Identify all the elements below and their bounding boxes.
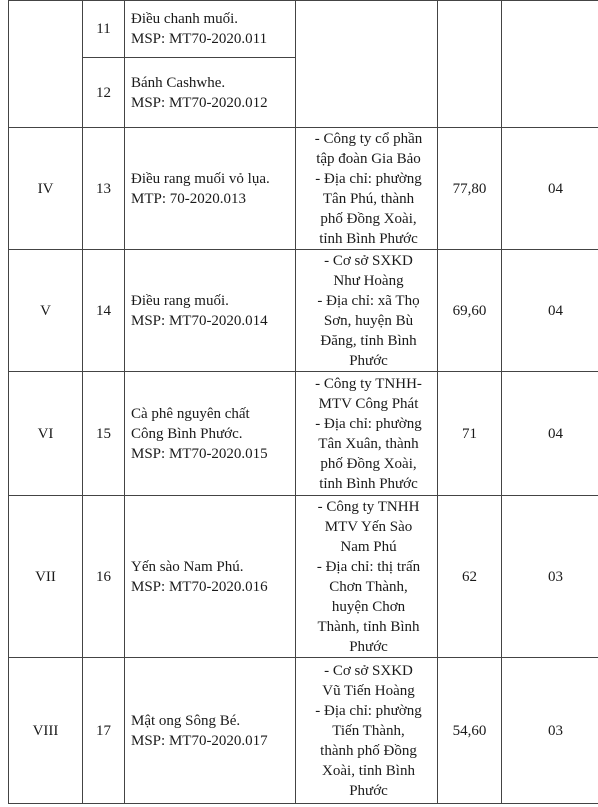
stt-cell: 17 [83,658,125,804]
company-cell [296,1,438,128]
star-cell: 04 [502,128,598,250]
score-cell: 77,80 [438,128,502,250]
score-cell: 71 [438,372,502,496]
product-name-cell: Bánh Cashwhe. MSP: MT70-2020.012 [125,58,296,128]
stt-cell: 12 [83,58,125,128]
stt-cell: 15 [83,372,125,496]
table-row [9,658,598,804]
group-cell: IV [9,128,83,250]
company-cell: - Cơ sở SXKD Vũ Tiến Hoàng - Địa chỉ: phường Tiến Thành, thành phố Đồng Xoài, tỉnh Bình Phước [296,658,438,804]
star-cell: 03 [502,496,598,658]
group-cell: VII [9,496,83,658]
score-cell [438,1,502,128]
stt-cell: 11 [83,1,125,58]
table-row [9,372,598,496]
product-name-cell: Điều rang muối vỏ lụa. MTP: 70-2020.013 [125,128,296,250]
company-cell: - Công ty TNHH MTV Yến Sào Nam Phú - Địa chỉ: thị trấn Chơn Thành, huyện Chơn Thành, tỉnh Bình Phước [296,496,438,658]
stt-cell: 13 [83,128,125,250]
product-name-cell: Điều rang muối. MSP: MT70-2020.014 [125,250,296,372]
star-cell: 04 [502,250,598,372]
table-row [9,496,598,658]
company-cell: - Công ty cổ phần tập đoàn Gia Bảo - Địa chỉ: phường Tân Phú, thành phố Đồng Xoài, tỉnh Bình Phước [296,128,438,250]
company-cell: - Công ty TNHH- MTV Công Phát - Địa chỉ: phường Tân Xuân, thành phố Đồng Xoài, tỉnh Bình Phước [296,372,438,496]
star-cell: 04 [502,372,598,496]
table-row [9,250,598,372]
product-name-cell: Mật ong Sông Bé. MSP: MT70-2020.017 [125,658,296,804]
score-cell: 62 [438,496,502,658]
group-cell: V [9,250,83,372]
group-cell [9,1,83,128]
product-name-cell: Cà phê nguyên chất Công Bình Phước. MSP: MT70-2020.015 [125,372,296,496]
company-cell: - Cơ sở SXKD Như Hoàng - Địa chỉ: xã Thọ Sơn, huyện Bù Đăng, tỉnh Bình Phước [296,250,438,372]
group-cell: VI [9,372,83,496]
stt-cell: 14 [83,250,125,372]
product-table [8,0,598,804]
stt-cell: 16 [83,496,125,658]
score-cell: 54,60 [438,658,502,804]
product-name-cell: Điều chanh muối. MSP: MT70-2020.011 [125,1,296,58]
star-cell: 03 [502,658,598,804]
star-cell [502,1,598,128]
table-row [9,1,598,58]
table-row [9,128,598,250]
group-cell: VIII [9,658,83,804]
product-name-cell: Yến sào Nam Phú. MSP: MT70-2020.016 [125,496,296,658]
score-cell: 69,60 [438,250,502,372]
